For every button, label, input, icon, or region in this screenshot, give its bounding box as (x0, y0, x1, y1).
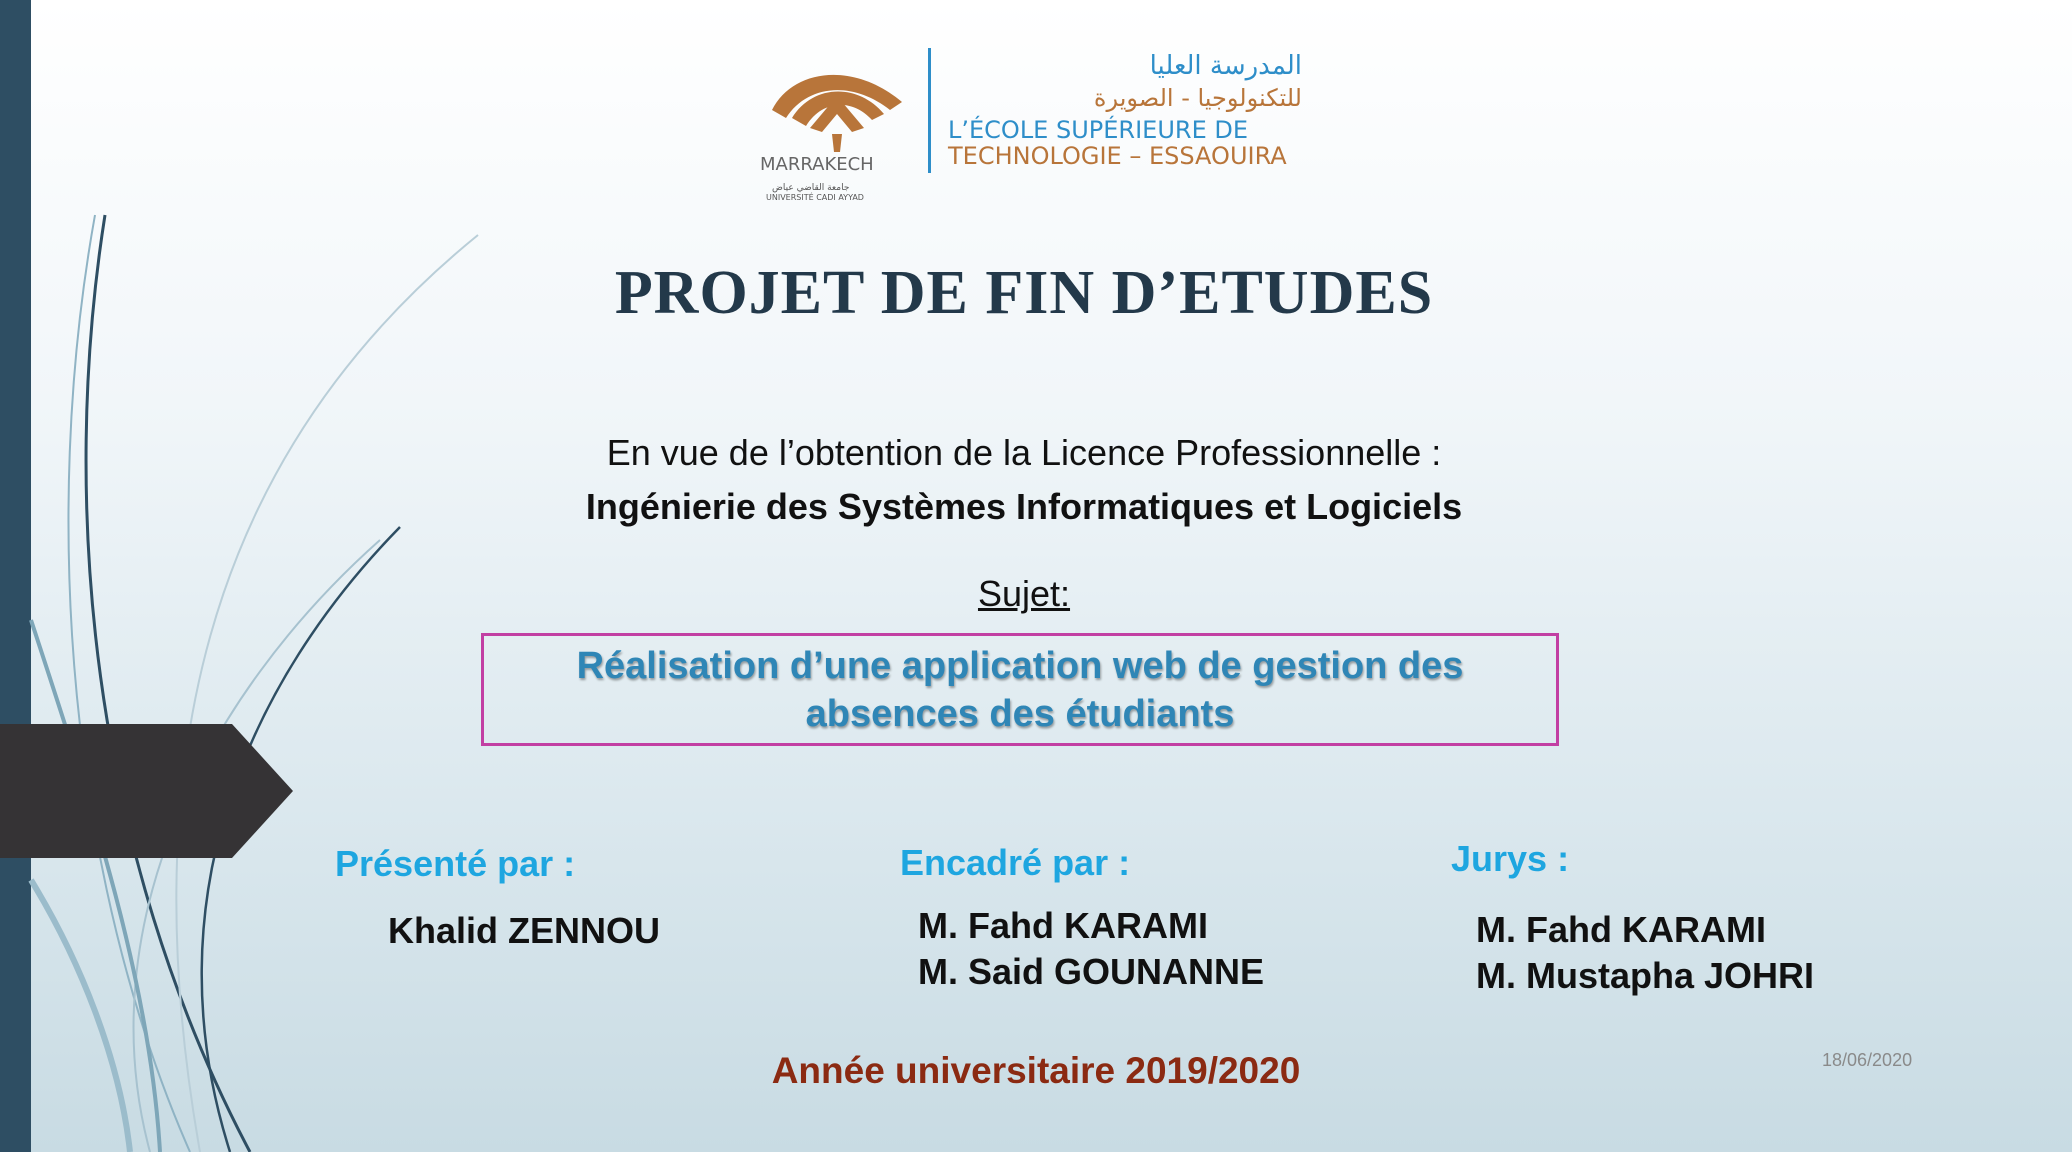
palm-emblem-icon (772, 75, 902, 152)
school-logo (752, 40, 1312, 202)
subject-box (481, 633, 1559, 746)
logo-school-line2: TECHNOLOGIE – ESSAOUIRA (948, 142, 1287, 170)
presenter-name: Khalid ZENNOU (388, 910, 661, 951)
slide-date: 18/06/2020 (1822, 1050, 1913, 1070)
degree-subtitle: En vue de l’obtention de la Licence Professionnelle : (606, 432, 1442, 473)
logo-arabic-line1: المدرسة العليا (1149, 51, 1302, 81)
jury-member-name: M. Fahd KARAMI (1476, 909, 1766, 950)
logo-university-ar: جامعة القاضي عياض (772, 183, 850, 193)
logo-school-line1: L’ÉCOLE SUPÉRIEURE DE (948, 116, 1249, 144)
supervised-by-heading: Encadré par : (900, 842, 1131, 883)
subject-text: Réalisation d’une application web de gestion des absences des étudiants (576, 644, 1464, 735)
presented-by-heading: Présenté par : (335, 843, 576, 884)
logo-university-fr: UNIVERSITÉ CADI AYYAD (766, 193, 864, 202)
arrow-tab-shape (0, 724, 300, 858)
academic-year: Année universitaire 2019/2020 (771, 1050, 1301, 1091)
slide-title: PROJET DE FIN D’ETUDES (614, 259, 1434, 327)
jury-heading: Jurys : (1451, 838, 1570, 879)
logo-divider (928, 48, 931, 173)
supervisor-name: M. Said GOUNANNE (918, 951, 1265, 992)
logo-arabic-line2: للتكنولوجيا - الصويرة (1093, 84, 1302, 112)
jury-member-name: M. Mustapha JOHRI (1476, 955, 1815, 996)
supervisor-name: M. Fahd KARAMI (918, 905, 1208, 946)
logo-city: MARRAKECH (760, 154, 874, 175)
subject-label: Sujet: (977, 573, 1071, 614)
program-name: Ingénierie des Systèmes Informatiques et Logiciels (585, 486, 1463, 527)
